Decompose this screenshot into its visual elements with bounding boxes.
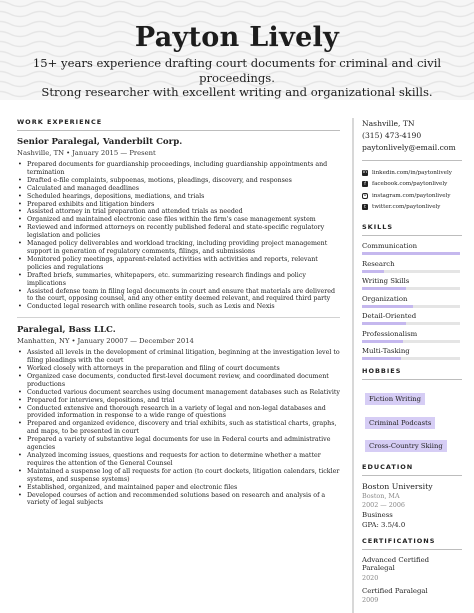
social-link-facebook[interactable] xyxy=(362,179,462,191)
facebook-icon: f xyxy=(362,181,368,187)
job-bullet: • Conducted extensive and thorough research in a variety of legal and non-legal databases and provided information in response to a wide range of questions xyxy=(17,405,340,421)
section-divider xyxy=(362,235,462,236)
section-divider xyxy=(362,160,462,161)
skill-bar-fill xyxy=(362,287,406,290)
skill-item xyxy=(362,312,462,325)
job-bullet: • Assisted attorney in trial preparation and attended trials as needed xyxy=(17,208,340,216)
skill-bar xyxy=(362,287,460,290)
job-bullet: • Organized case documents, conducted first-level document review, and coordinated document productions xyxy=(17,373,340,389)
hobby-tag: Cross-Country Skiing xyxy=(365,440,447,452)
job-entry xyxy=(17,325,340,507)
job-bullet: • Maintained a suspense log of all requests for action (to court dockets, litigation calendars, tickler systems, and suspense systems) xyxy=(17,468,340,484)
skill-bar xyxy=(362,322,460,325)
job-bullet: • Scheduled hearings, depositions, mediations, and trials xyxy=(17,193,340,201)
skill-item xyxy=(362,330,462,343)
tagline xyxy=(20,56,454,100)
social-link-twitter[interactable] xyxy=(362,202,462,214)
wave-line xyxy=(0,12,474,17)
skill-bar-fill xyxy=(362,305,413,308)
twitter-icon: t xyxy=(362,204,368,210)
job-title: Senior Paralegal, Vanderbilt Corp. xyxy=(17,137,183,147)
job-bullet: • Prepared exhibits and litigation binders xyxy=(17,201,340,209)
job-bullet: • Conducted legal research with online research tools, such as Lexis and Nexis xyxy=(17,303,340,311)
skill-bar xyxy=(362,340,460,343)
skill-item xyxy=(362,277,462,290)
school-name: Boston University xyxy=(362,481,433,491)
contact-email[interactable]: paytonlively@email.com xyxy=(362,143,456,152)
education-entry xyxy=(362,482,462,529)
hobbies-list xyxy=(362,386,462,457)
main-column xyxy=(17,118,340,507)
section-divider xyxy=(362,549,462,550)
sidebar-column xyxy=(362,118,462,609)
skills-list xyxy=(362,242,462,360)
certification-year: 2009 xyxy=(362,596,379,605)
job-bullet: • Monitored policy meetings, apparent-related activities with activities and reports, relevant policies and regulations xyxy=(17,256,340,272)
resume-header xyxy=(0,0,474,100)
skill-bar-fill xyxy=(362,357,401,360)
hobby-tag: Fiction Writing xyxy=(365,393,425,405)
meta-separator: • xyxy=(71,337,76,346)
job-bullet: • Worked closely with attorneys in the preparation and filing of court documents xyxy=(17,365,340,373)
social-link-linkedin[interactable] xyxy=(362,167,462,179)
section-divider xyxy=(362,475,462,476)
job-bullet: • Organized and maintained electronic case files within the firm's case management system xyxy=(17,216,340,224)
gpa: GPA: 3.5/4.0 xyxy=(362,520,406,529)
job-bullet: • Developed courses of action and recommended solutions based on research and analysis of a variety of legal subjects xyxy=(17,492,340,508)
skill-bar-fill xyxy=(362,340,403,343)
job-bullet: • Assisted defense team in filing legal documents in court and ensure that materials are delivered to the court, opposing counsel, and any other entity deemed relevant, and required third party xyxy=(17,288,340,304)
skill-bar-fill xyxy=(362,252,460,255)
job-meta xyxy=(17,149,340,157)
job-bullet: • Conducted various document searches using document management databases such as Relativity xyxy=(17,389,340,397)
social-link-text: facebook.com/paytonlively xyxy=(372,181,448,188)
social-link-text: linkedin.com/in/paytonlively xyxy=(372,169,452,176)
skill-bar xyxy=(362,270,460,273)
certifications-list xyxy=(362,556,462,605)
skill-bar xyxy=(362,357,460,360)
instagram-icon: o xyxy=(363,193,367,199)
skills-heading: SKILLS xyxy=(362,223,394,231)
certification-name: Advanced Certified Paralegal xyxy=(362,555,430,573)
skill-bar xyxy=(362,252,460,255)
hobby-tag: Criminal Podcasts xyxy=(365,417,435,429)
school-years: 2002 — 2006 xyxy=(362,500,405,509)
job-bullet: • Prepared documents for guardianship proceedings, including guardianship appointments and termination xyxy=(17,161,340,177)
job-bullet: • Prepared for interviews, depositions, and trial xyxy=(17,397,340,405)
job-bullet: • Drafted briefs, summaries, whitepapers, etc. summarizing research findings and policy implications xyxy=(17,272,340,288)
contact-phone[interactable]: (315) 473-4190 xyxy=(362,131,422,140)
hobbies-heading: HOBBIES xyxy=(362,367,402,375)
candidate-name: Payton Lively xyxy=(134,22,340,53)
job-divider xyxy=(17,317,340,318)
job-location: Manhatten, NY xyxy=(17,337,70,346)
skill-label: Organization xyxy=(362,294,408,303)
job-title: Paralegal, Bass LLC. xyxy=(17,325,116,336)
job-dates: January 20007 — December 2014 xyxy=(77,337,194,346)
job-bullet: • Managed policy deliverables and workload tracking, including providing project management support in generation of regulatory comments, filings, and submissions xyxy=(17,240,340,256)
job-bullet: • Established, organized, and maintained paper and electronic files xyxy=(17,484,340,492)
certification-year: 2020 xyxy=(362,573,379,582)
tagline-line-1: 15+ years experience drafting court documents for criminal and civil proceedings. xyxy=(32,56,442,85)
job-bullet: • Drafted e-file complaints, subpoenas, motions, pleadings, discovery, and responses xyxy=(17,177,340,185)
job-bullet: • Analyzed incoming issues, questions and requests for action to determine whether a matter requires the attention of the General Counsel xyxy=(17,452,340,468)
certifications-heading: CERTIFICATIONS xyxy=(362,536,436,545)
skill-label: Multi-Tasking xyxy=(362,347,410,355)
skill-item xyxy=(362,295,462,308)
job-bullets xyxy=(17,349,340,507)
column-divider xyxy=(352,118,354,613)
job-bullet: • Assisted all levels in the development of criminal litigation, beginning at the investigation level to filing pleadings with the court xyxy=(17,349,340,365)
skill-label: Detail-Oriented xyxy=(362,312,417,320)
skill-label: Professionalism xyxy=(362,329,418,338)
skill-item xyxy=(362,242,462,255)
certification-name: Certified Paralegal xyxy=(362,586,428,595)
section-divider xyxy=(362,379,462,380)
skill-bar-fill xyxy=(362,322,406,325)
job-bullet: • Calculated and managed deadlines xyxy=(17,185,340,193)
skill-item xyxy=(362,260,462,273)
job-bullet: • Reviewed and informed attorneys on recently published federal and state-specific regulatory legislation and policies xyxy=(17,224,340,240)
social-link-text: instagram.com/paytonlively xyxy=(372,192,451,199)
degree-field: Business xyxy=(362,510,393,519)
job-bullet: • Prepared and organized evidence, discovery and trial exhibits, such as statistical charts, graphs, and maps, to be presented in court xyxy=(17,420,340,436)
skill-bar xyxy=(362,305,460,308)
contact-location: Nashville, TN xyxy=(362,119,415,128)
skill-item xyxy=(362,347,462,360)
skill-label: Communication xyxy=(362,242,418,250)
skill-label: Research xyxy=(362,259,395,268)
job-dates: January 2015 — Present xyxy=(72,149,156,157)
job-bullet: • Prepared a variety of substantive legal documents for use in Federal courts and administrative agencies xyxy=(17,436,340,452)
school-location: Boston, MA xyxy=(362,491,400,500)
job-entry xyxy=(17,137,340,311)
education-heading: EDUCATION xyxy=(362,462,414,471)
job-meta xyxy=(17,337,340,345)
skill-label: Writing Skills xyxy=(362,277,410,285)
skill-bar-fill xyxy=(362,270,384,273)
meta-separator: • xyxy=(66,149,71,157)
wave-line xyxy=(0,2,474,7)
job-bullets xyxy=(17,161,340,311)
contact-block xyxy=(362,118,462,154)
social-link-instagram[interactable] xyxy=(362,190,462,202)
tagline-line-2: Strong researcher with excellent writing and organizational skills. xyxy=(41,85,433,99)
linkedin-icon: in xyxy=(362,170,368,176)
section-divider xyxy=(17,130,340,131)
social-links xyxy=(362,167,462,213)
job-location: Nashville, TN xyxy=(17,149,65,157)
work-experience-heading: WORK EXPERIENCE xyxy=(17,118,103,126)
social-link-text: twitter.com/paytonlively xyxy=(372,204,441,211)
